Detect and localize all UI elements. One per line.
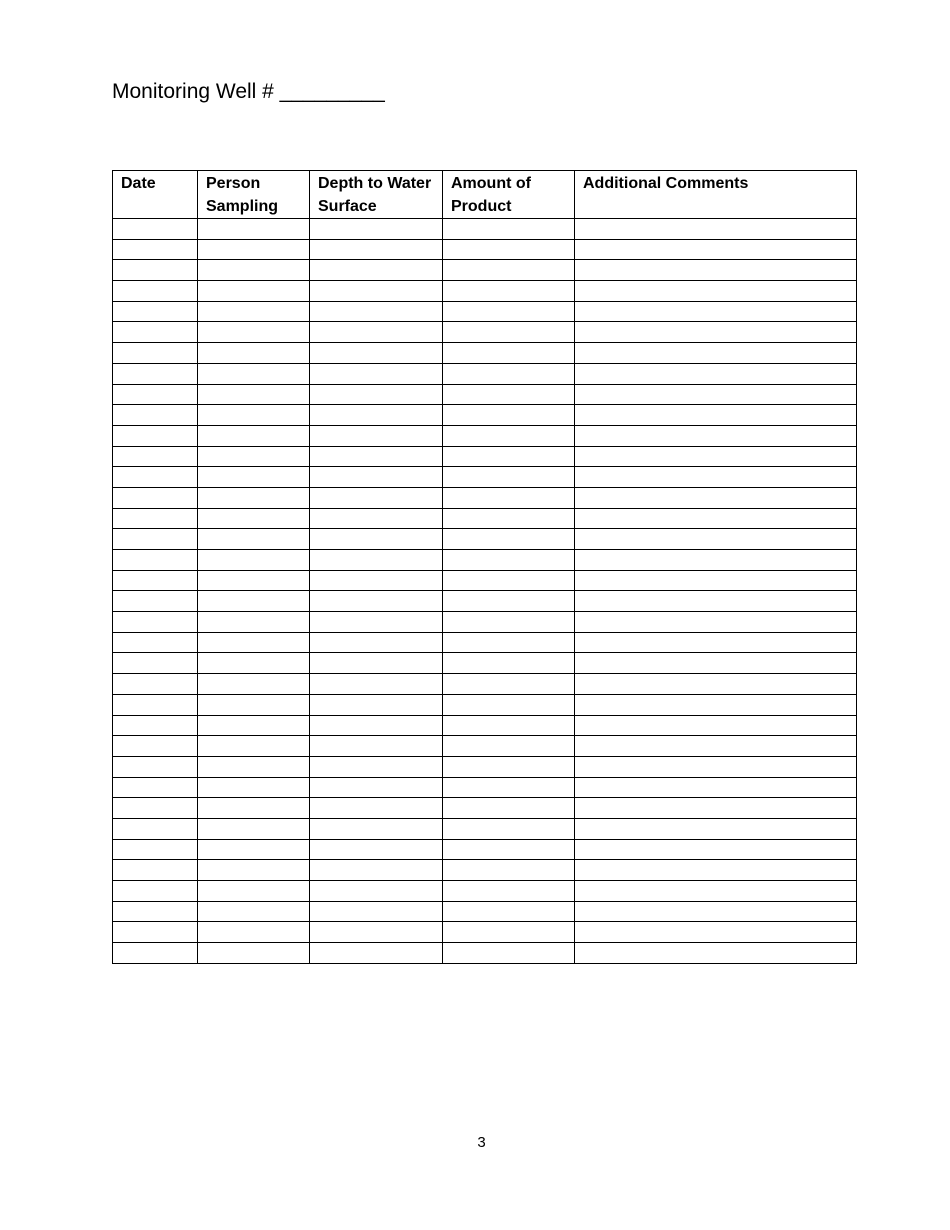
comments-cell: [575, 384, 857, 405]
amount-cell: [443, 467, 575, 488]
date-cell: [113, 281, 198, 302]
person-sampling-cell: [198, 550, 310, 571]
comments-cell: [575, 570, 857, 591]
table-row: [113, 405, 857, 426]
amount-cell: [443, 798, 575, 819]
table-row: [113, 260, 857, 281]
amount-cell: [443, 570, 575, 591]
person-sampling-cell: [198, 818, 310, 839]
depth-cell: [310, 943, 443, 964]
table-row: [113, 694, 857, 715]
date-cell: [113, 301, 198, 322]
depth-cell: [310, 715, 443, 736]
table-row: [113, 818, 857, 839]
comments-cell: [575, 260, 857, 281]
depth-cell: [310, 363, 443, 384]
person-sampling-cell: [198, 922, 310, 943]
person-sampling-cell: [198, 591, 310, 612]
comments-cell: [575, 591, 857, 612]
amount-cell: [443, 446, 575, 467]
amount-cell: [443, 736, 575, 757]
column-header-additional-comments: Additional Comments: [575, 171, 857, 219]
table-row: [113, 281, 857, 302]
date-cell: [113, 529, 198, 550]
amount-cell: [443, 612, 575, 633]
comments-cell: [575, 756, 857, 777]
amount-cell: [443, 943, 575, 964]
amount-cell: [443, 260, 575, 281]
depth-cell: [310, 591, 443, 612]
amount-cell: [443, 405, 575, 426]
depth-cell: [310, 260, 443, 281]
depth-cell: [310, 798, 443, 819]
comments-cell: [575, 508, 857, 529]
depth-cell: [310, 487, 443, 508]
table-row: [113, 550, 857, 571]
table-row: [113, 219, 857, 240]
comments-cell: [575, 860, 857, 881]
comments-cell: [575, 281, 857, 302]
depth-cell: [310, 653, 443, 674]
amount-cell: [443, 756, 575, 777]
depth-cell: [310, 508, 443, 529]
comments-cell: [575, 632, 857, 653]
comments-cell: [575, 322, 857, 343]
person-sampling-cell: [198, 281, 310, 302]
comments-cell: [575, 798, 857, 819]
comments-cell: [575, 943, 857, 964]
depth-cell: [310, 860, 443, 881]
table-row: [113, 467, 857, 488]
comments-cell: [575, 219, 857, 240]
table-row: [113, 756, 857, 777]
date-cell: [113, 508, 198, 529]
date-cell: [113, 467, 198, 488]
comments-cell: [575, 715, 857, 736]
table-row: [113, 301, 857, 322]
person-sampling-cell: [198, 301, 310, 322]
table-row: [113, 322, 857, 343]
depth-cell: [310, 425, 443, 446]
amount-cell: [443, 674, 575, 695]
date-cell: [113, 591, 198, 612]
amount-cell: [443, 901, 575, 922]
depth-cell: [310, 570, 443, 591]
depth-cell: [310, 694, 443, 715]
amount-cell: [443, 363, 575, 384]
person-sampling-cell: [198, 343, 310, 364]
amount-cell: [443, 384, 575, 405]
table-body: [113, 219, 857, 964]
depth-cell: [310, 239, 443, 260]
amount-cell: [443, 591, 575, 612]
table-row: [113, 777, 857, 798]
depth-cell: [310, 343, 443, 364]
depth-cell: [310, 612, 443, 633]
date-cell: [113, 219, 198, 240]
depth-cell: [310, 922, 443, 943]
depth-cell: [310, 818, 443, 839]
person-sampling-cell: [198, 219, 310, 240]
column-header-person-sampling: Person Sampling: [198, 171, 310, 219]
date-cell: [113, 405, 198, 426]
comments-cell: [575, 446, 857, 467]
table-row: [113, 715, 857, 736]
person-sampling-cell: [198, 674, 310, 695]
amount-cell: [443, 694, 575, 715]
comments-cell: [575, 839, 857, 860]
date-cell: [113, 239, 198, 260]
person-sampling-cell: [198, 487, 310, 508]
comments-cell: [575, 529, 857, 550]
depth-cell: [310, 632, 443, 653]
table-row: [113, 922, 857, 943]
table-row: [113, 446, 857, 467]
person-sampling-cell: [198, 612, 310, 633]
person-sampling-cell: [198, 322, 310, 343]
depth-cell: [310, 550, 443, 571]
comments-cell: [575, 343, 857, 364]
comments-cell: [575, 736, 857, 757]
person-sampling-cell: [198, 363, 310, 384]
person-sampling-cell: [198, 467, 310, 488]
person-sampling-cell: [198, 653, 310, 674]
date-cell: [113, 632, 198, 653]
amount-cell: [443, 301, 575, 322]
amount-cell: [443, 487, 575, 508]
date-cell: [113, 322, 198, 343]
date-cell: [113, 487, 198, 508]
date-cell: [113, 901, 198, 922]
amount-cell: [443, 860, 575, 881]
depth-cell: [310, 777, 443, 798]
date-cell: [113, 343, 198, 364]
person-sampling-cell: [198, 901, 310, 922]
amount-cell: [443, 508, 575, 529]
comments-cell: [575, 694, 857, 715]
person-sampling-cell: [198, 405, 310, 426]
page-number: 3: [477, 1134, 486, 1151]
amount-cell: [443, 425, 575, 446]
depth-cell: [310, 384, 443, 405]
depth-cell: [310, 446, 443, 467]
amount-cell: [443, 715, 575, 736]
person-sampling-cell: [198, 632, 310, 653]
amount-cell: [443, 239, 575, 260]
date-cell: [113, 839, 198, 860]
table-row: [113, 860, 857, 881]
comments-cell: [575, 777, 857, 798]
table-row: [113, 901, 857, 922]
comments-cell: [575, 425, 857, 446]
depth-cell: [310, 529, 443, 550]
depth-cell: [310, 301, 443, 322]
person-sampling-cell: [198, 508, 310, 529]
table-row: [113, 943, 857, 964]
date-cell: [113, 818, 198, 839]
table-row: [113, 425, 857, 446]
amount-cell: [443, 219, 575, 240]
person-sampling-cell: [198, 570, 310, 591]
amount-cell: [443, 281, 575, 302]
comments-cell: [575, 612, 857, 633]
amount-cell: [443, 529, 575, 550]
person-sampling-cell: [198, 736, 310, 757]
table-row: [113, 798, 857, 819]
comments-cell: [575, 301, 857, 322]
comments-cell: [575, 922, 857, 943]
table-row: [113, 839, 857, 860]
comments-cell: [575, 653, 857, 674]
person-sampling-cell: [198, 943, 310, 964]
date-cell: [113, 798, 198, 819]
date-cell: [113, 756, 198, 777]
table-row: [113, 653, 857, 674]
table-row: [113, 384, 857, 405]
table-row: [113, 881, 857, 902]
person-sampling-cell: [198, 715, 310, 736]
comments-cell: [575, 467, 857, 488]
depth-cell: [310, 881, 443, 902]
person-sampling-cell: [198, 777, 310, 798]
amount-cell: [443, 550, 575, 571]
date-cell: [113, 943, 198, 964]
depth-cell: [310, 281, 443, 302]
date-cell: [113, 715, 198, 736]
date-cell: [113, 384, 198, 405]
date-cell: [113, 674, 198, 695]
date-cell: [113, 363, 198, 384]
comments-cell: [575, 239, 857, 260]
depth-cell: [310, 674, 443, 695]
amount-cell: [443, 818, 575, 839]
table-row: [113, 612, 857, 633]
comments-cell: [575, 363, 857, 384]
comments-cell: [575, 405, 857, 426]
column-header-depth-to-water-surface: Depth to Water Surface: [310, 171, 443, 219]
table-row: [113, 570, 857, 591]
amount-cell: [443, 839, 575, 860]
amount-cell: [443, 322, 575, 343]
table-row: [113, 529, 857, 550]
depth-cell: [310, 322, 443, 343]
table-row: [113, 632, 857, 653]
date-cell: [113, 570, 198, 591]
person-sampling-cell: [198, 260, 310, 281]
table-row: [113, 674, 857, 695]
date-cell: [113, 860, 198, 881]
table-row: [113, 363, 857, 384]
amount-cell: [443, 922, 575, 943]
table-row: [113, 487, 857, 508]
table-header-row: [113, 171, 857, 219]
date-cell: [113, 777, 198, 798]
depth-cell: [310, 839, 443, 860]
date-cell: [113, 694, 198, 715]
monitoring-log-table: [112, 170, 857, 964]
person-sampling-cell: [198, 798, 310, 819]
table-row: [113, 591, 857, 612]
date-cell: [113, 736, 198, 757]
table-row: [113, 508, 857, 529]
person-sampling-cell: [198, 839, 310, 860]
depth-cell: [310, 901, 443, 922]
date-cell: [113, 653, 198, 674]
depth-cell: [310, 467, 443, 488]
depth-cell: [310, 219, 443, 240]
table-row: [113, 239, 857, 260]
amount-cell: [443, 632, 575, 653]
person-sampling-cell: [198, 860, 310, 881]
person-sampling-cell: [198, 446, 310, 467]
column-header-date: Date: [113, 171, 198, 219]
amount-cell: [443, 653, 575, 674]
comments-cell: [575, 901, 857, 922]
person-sampling-cell: [198, 756, 310, 777]
amount-cell: [443, 881, 575, 902]
person-sampling-cell: [198, 881, 310, 902]
person-sampling-cell: [198, 239, 310, 260]
comments-cell: [575, 881, 857, 902]
date-cell: [113, 922, 198, 943]
column-header-amount-of-product: Amount of Product: [443, 171, 575, 219]
comments-cell: [575, 818, 857, 839]
depth-cell: [310, 736, 443, 757]
comments-cell: [575, 550, 857, 571]
comments-cell: [575, 487, 857, 508]
date-cell: [113, 260, 198, 281]
comments-cell: [575, 674, 857, 695]
depth-cell: [310, 405, 443, 426]
date-cell: [113, 446, 198, 467]
depth-cell: [310, 756, 443, 777]
date-cell: [113, 425, 198, 446]
table-row: [113, 343, 857, 364]
date-cell: [113, 550, 198, 571]
person-sampling-cell: [198, 694, 310, 715]
page-title: Monitoring Well # _________: [112, 80, 385, 103]
table-row: [113, 736, 857, 757]
person-sampling-cell: [198, 425, 310, 446]
amount-cell: [443, 343, 575, 364]
date-cell: [113, 612, 198, 633]
person-sampling-cell: [198, 384, 310, 405]
amount-cell: [443, 777, 575, 798]
date-cell: [113, 881, 198, 902]
person-sampling-cell: [198, 529, 310, 550]
